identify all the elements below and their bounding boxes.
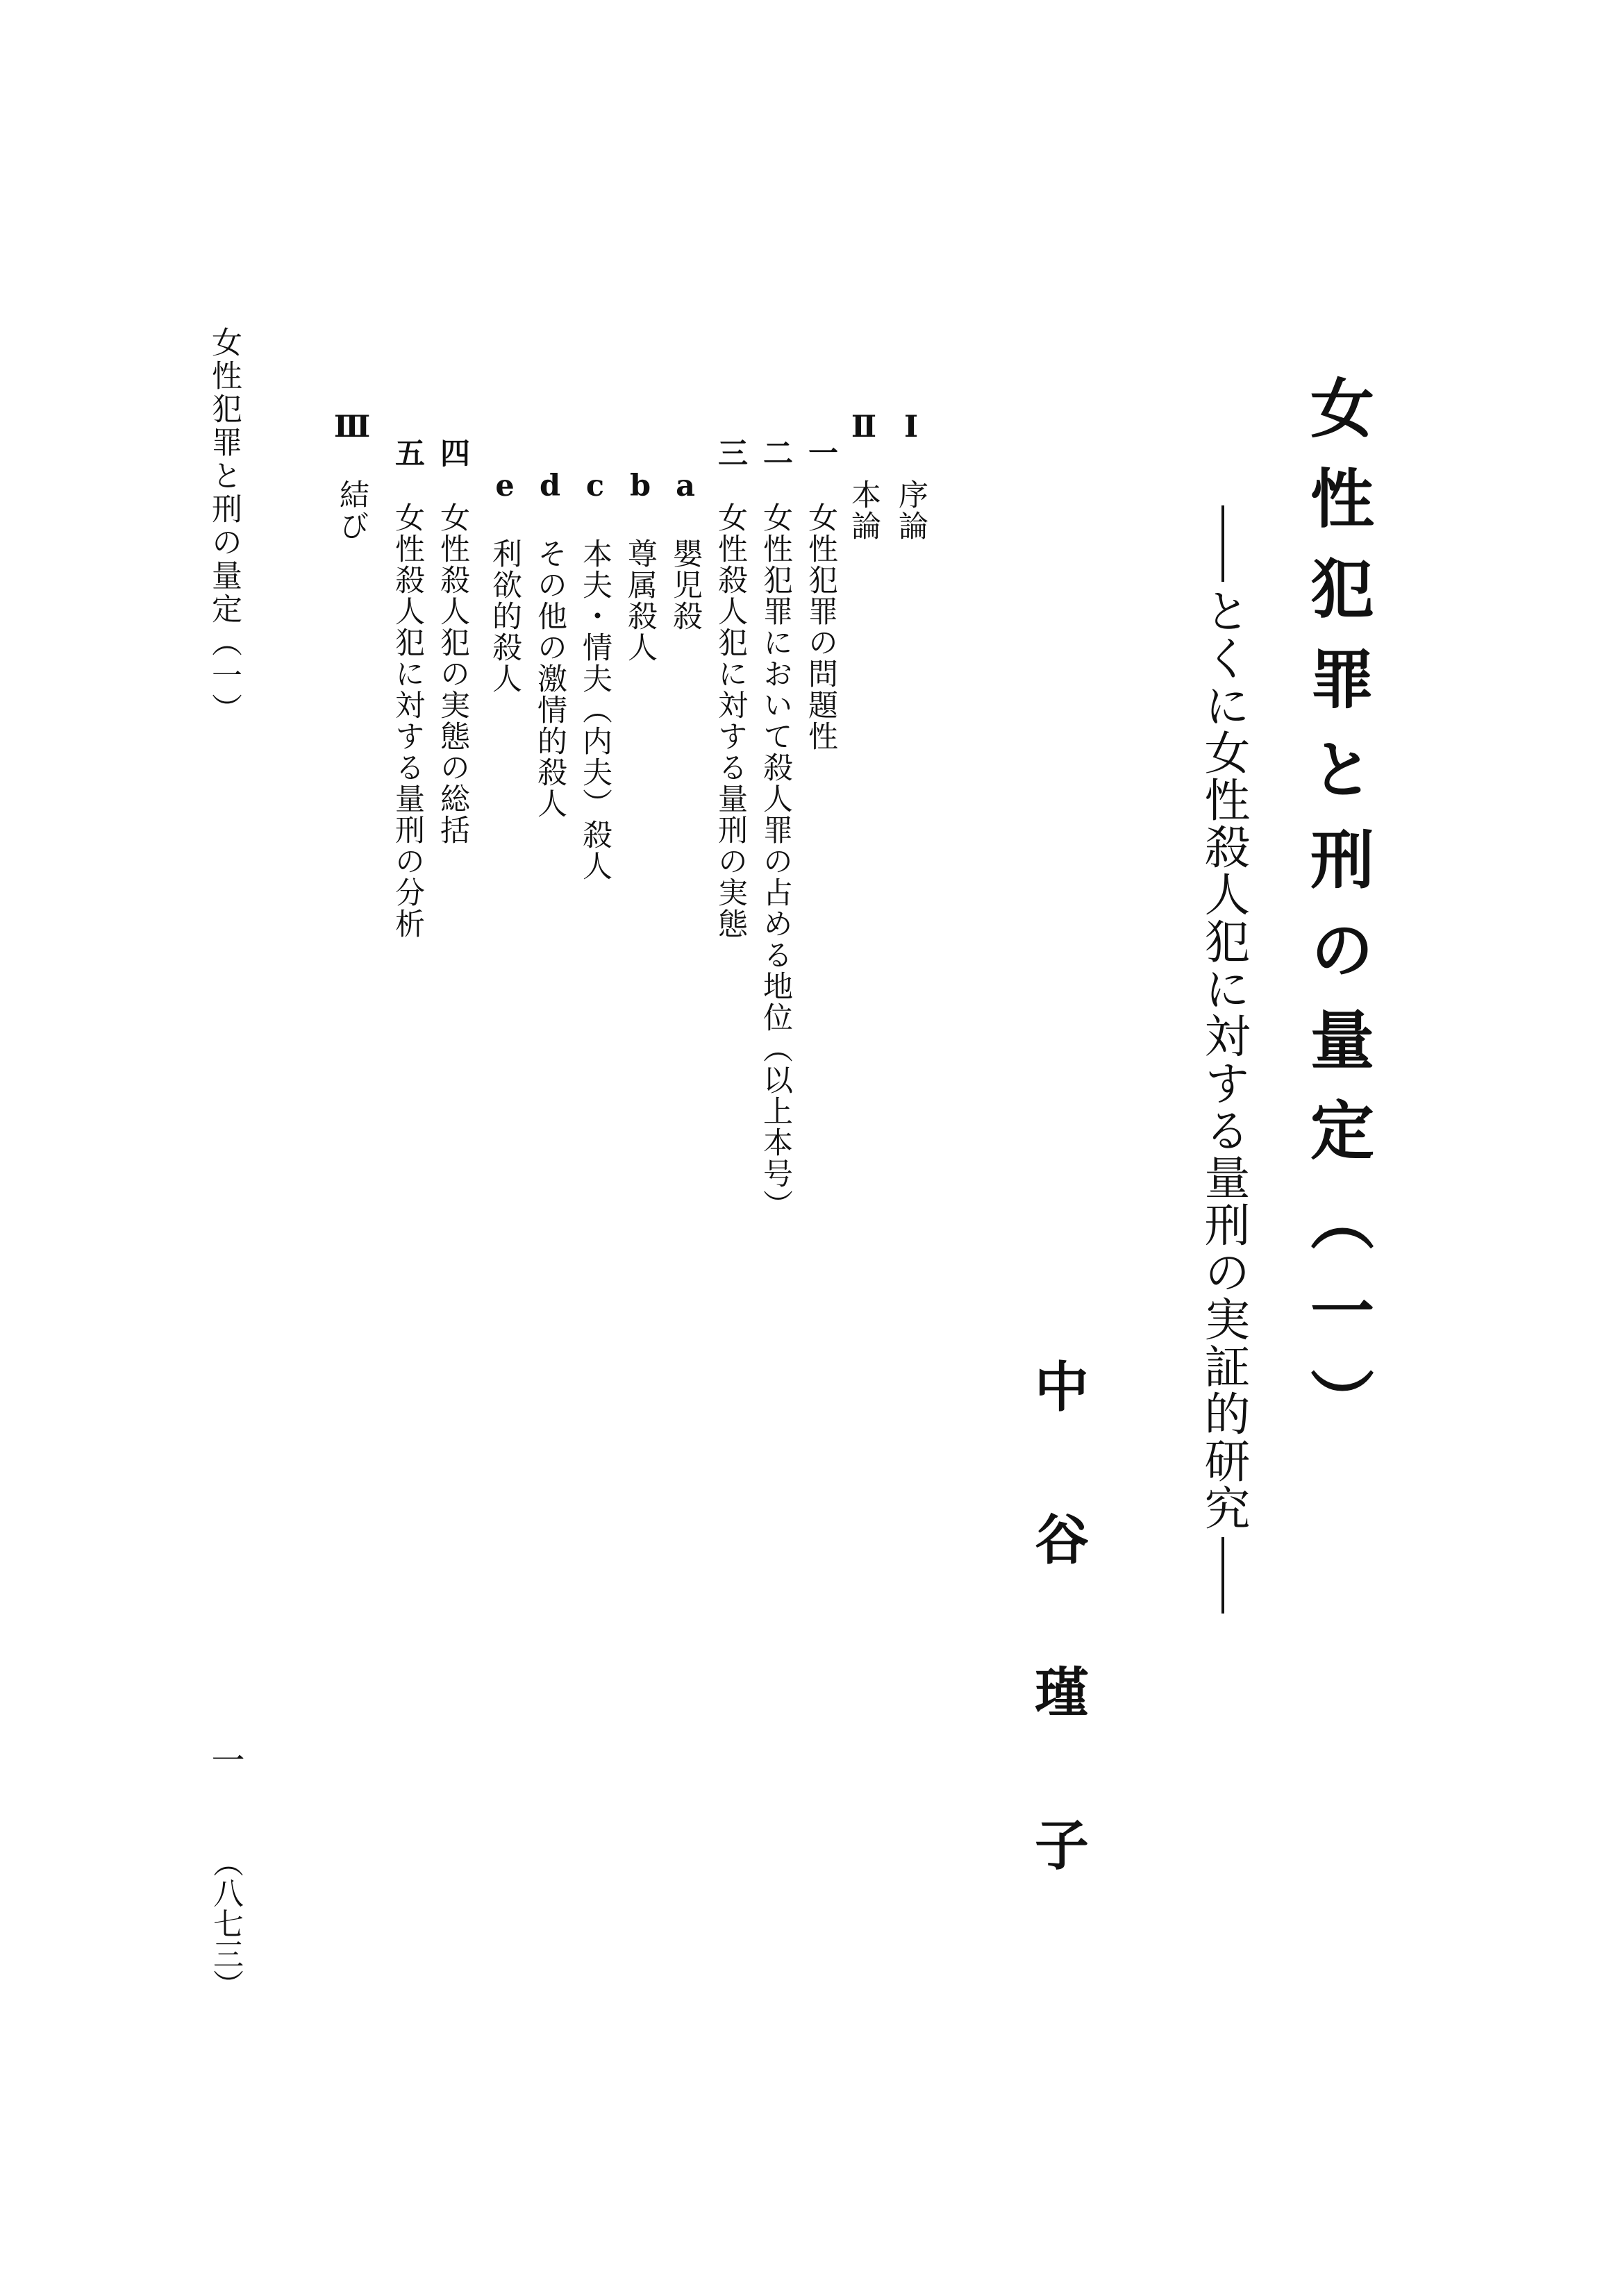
toc-label: 利欲的殺人 — [487, 538, 522, 694]
toc-item — [337, 410, 367, 542]
folio-number: （八七三） — [208, 1847, 243, 2000]
toc-number: Ⅱ — [846, 410, 881, 446]
toc-number: Ⅲ — [335, 410, 369, 446]
toc-number: 二 — [758, 437, 793, 469]
toc-item — [487, 469, 522, 694]
toc-item — [896, 410, 926, 542]
toc-item — [758, 437, 793, 1221]
toc-label: 女性殺人犯の実態の総括 — [435, 502, 470, 846]
toc-number: 五 — [390, 437, 425, 469]
toc-number: e — [487, 469, 522, 505]
author-char: 谷 — [1035, 1509, 1090, 1572]
toc-label: 女性殺人犯に対する量刑の分析 — [390, 502, 425, 939]
toc-label: 女性殺人犯に対する量刑の実態 — [713, 502, 748, 939]
toc-label: 尊属殺人 — [623, 538, 658, 663]
toc-number: c — [578, 469, 612, 505]
toc-number: Ⅰ — [894, 410, 928, 446]
toc-label: 本夫・情夫（内夫）殺人 — [578, 538, 612, 882]
toc-number: d — [533, 469, 567, 505]
subtitle-dash-start — [1221, 505, 1224, 582]
subtitle — [1196, 500, 1250, 1619]
toc-number: a — [668, 469, 703, 505]
toc-label: その他の激情的殺人 — [533, 538, 567, 819]
toc-label: 序論 — [894, 479, 928, 542]
toc-label: 本論 — [846, 479, 881, 542]
toc-item — [535, 469, 565, 819]
running-header: 女性犯罪と刑の量定（一） — [206, 326, 242, 726]
author-char: 中 — [1035, 1356, 1090, 1419]
toc-item — [713, 437, 748, 939]
toc-label: 女性犯罪において殺人罪の占める地位（以上本号） — [758, 502, 793, 1221]
toc-label: 女性犯罪の問題性 — [803, 502, 838, 752]
page-number: 一 — [206, 1743, 244, 1776]
toc-label: 嬰児殺 — [668, 538, 703, 632]
author-name — [1035, 1356, 1090, 1972]
toc-number: 四 — [435, 437, 470, 469]
subtitle-dash-end — [1221, 1537, 1224, 1614]
toc-item — [668, 469, 703, 632]
author-char: 瑾 — [1035, 1661, 1090, 1725]
toc-number: b — [623, 469, 658, 505]
subtitle-text: とくに女性殺人犯に対する量刑の実証的研究 — [1196, 587, 1250, 1532]
toc-item — [390, 437, 425, 939]
toc-item — [435, 437, 470, 846]
toc-item — [580, 469, 610, 882]
toc-label: 結び — [335, 479, 369, 542]
author-char: 子 — [1035, 1814, 1090, 1877]
toc-item — [846, 410, 881, 542]
toc-number: 三 — [713, 437, 748, 469]
toc-item — [803, 437, 838, 752]
toc-number: 一 — [803, 437, 838, 469]
toc-item — [623, 469, 658, 663]
page-title: 女性犯罪と刑の量定（一） — [1300, 375, 1375, 1458]
